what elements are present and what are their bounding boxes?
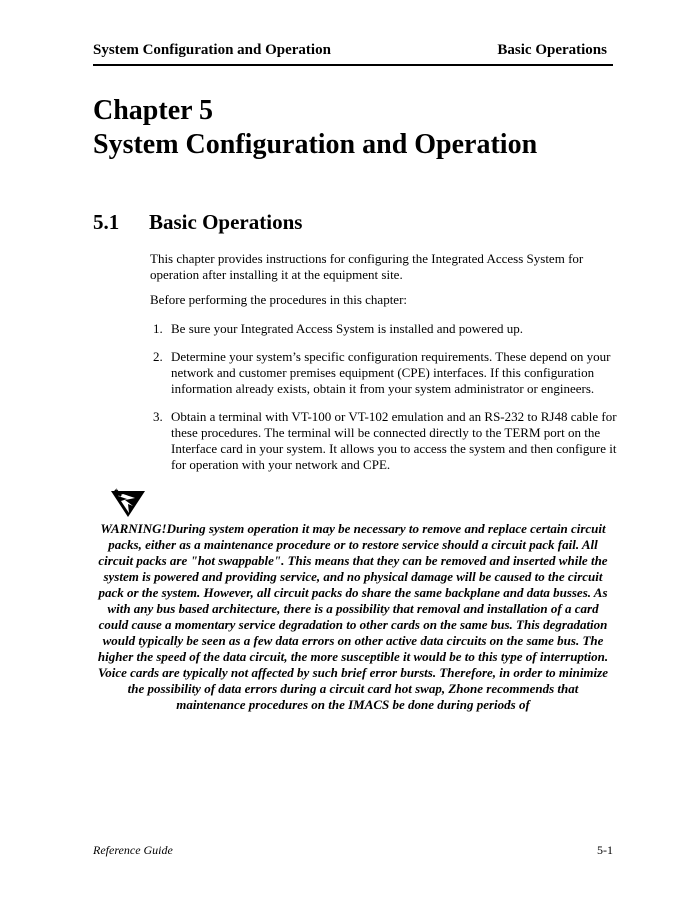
chapter-number: Chapter 5 [93,95,214,126]
electrical-hazard-icon [108,487,148,519]
header-section-title: Basic Operations [497,42,607,58]
list-item-text: Determine your system’s specific configuration requirements. These depend on your network and customer premises equipment (CPE) interfaces. If this configuration information already exists, obtain it from your system administrator or engineers. [171,349,611,396]
list-item-number: 3. [153,409,163,424]
running-header [93,42,613,66]
chapter-name: System Configuration and Operation [93,129,538,160]
section-title: Basic Operations [149,210,303,234]
page-number: 5-1 [597,843,613,857]
before-paragraph: Before performing the procedures in this chapter: [150,292,408,307]
footer-document-title: Reference Guide [93,843,173,857]
list-item-text: Be sure your Integrated Access System is installed and powered up. [171,321,523,336]
warning-text: WARNING!During system operation it may be necessary to remove and replace certain circuit packs, either as a maintenance procedure or to restore service should a circuit pack fail. All circuit packs are "hot swappable". This means that they can be removed and inserted while the system is powered and providing service, and no physical damage will be caused to the circuit pack or the system. However, all circuit packs do share the same backplane and data busses. As with any bus based architecture, there is a possibility that removal and installation of a card could cause a momentary service degradation to other cards on the same bus. This degradation would typically be seen as a few data errors on other active data circuits on the same bus. The higher the speed of the data circuit, the more susceptible it would be to this type of interruption. Voice cards are typically not affected by such brief error bursts. Therefore, in order to minimize the possibility of data errors during a circuit card hot swap, Zhone recommends that maintenance procedures on the IMACS be done during periods of [97,521,609,712]
intro-paragraph: This chapter provides instructions for configuring the Integrated Access System for operation after installing it at the equipment site. [150,251,584,282]
list-item-text: Obtain a terminal with VT-100 or VT-102 emulation and an RS-232 to RJ48 cable for these procedures. The terminal will be connected directly to the TERM port on the Interface card in your system. It allows you to access the system and then configure it for operation with your network and CPE. [171,409,617,472]
section-number: 5.1 [93,210,120,234]
list-item-number: 2. [153,349,163,364]
section-heading [93,209,302,235]
list-item-number: 1. [153,321,163,336]
chapter-title [93,94,653,162]
header-chapter-title: System Configuration and Operation [93,42,331,58]
